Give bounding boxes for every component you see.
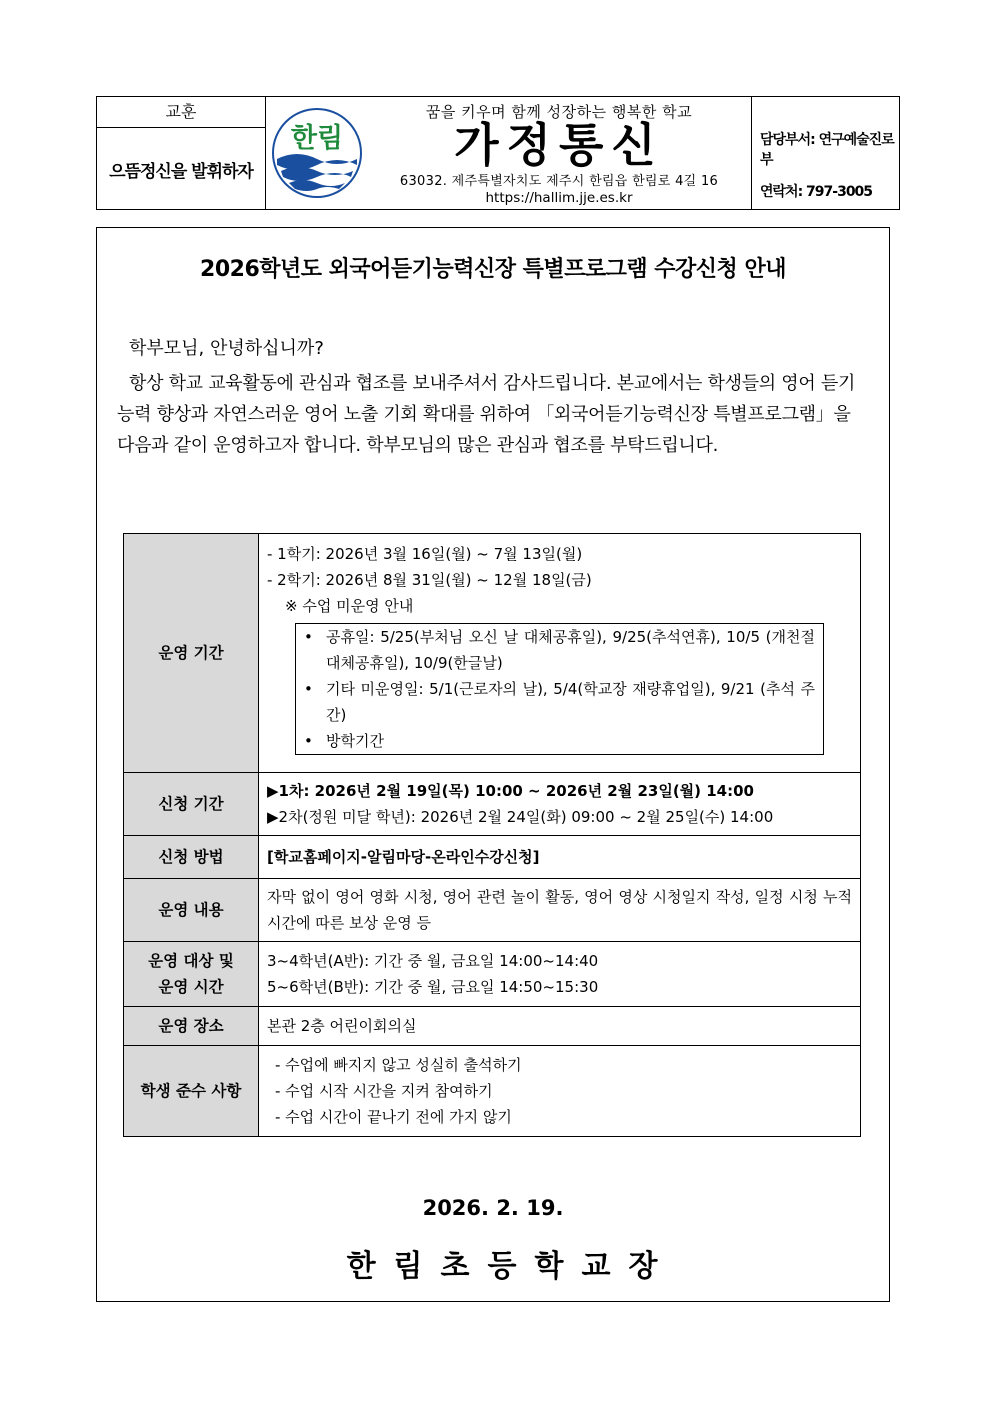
first-round-period: ▶1차: 2026년 2월 19일(목) 10:00 ~ 2026년 2월 23일(월) 14:00 bbox=[267, 782, 754, 800]
school-motto-box bbox=[97, 97, 266, 209]
school-slogan: 꿈을 키우며 함께 성장하는 행복한 학교 bbox=[425, 103, 693, 121]
table-row bbox=[124, 773, 861, 836]
content-value: 자막 없이 영어 영화 시청, 영어 관련 놀이 활동, 영어 영상 시청일지 작성, 일정 시청 누적 시간에 따른 보상 운영 등 bbox=[259, 879, 861, 942]
period-label: 운영 기간 bbox=[124, 534, 259, 773]
target-label-line1: 운영 대상 및 bbox=[148, 952, 234, 970]
contact-phone: 연락처: 797-3005 bbox=[760, 184, 873, 200]
class-b-schedule: 5~6학년(B반): 기간 중 월, 금요일 14:50~15:30 bbox=[267, 978, 599, 996]
notice-body bbox=[96, 227, 890, 1302]
class-a-schedule: 3~4학년(A반): 기간 중 월, 금요일 14:00~14:40 bbox=[267, 952, 599, 970]
principal-signature: 한림초등학교장 bbox=[346, 1249, 676, 1284]
table-row bbox=[124, 1007, 861, 1046]
apply-period-value bbox=[259, 773, 861, 836]
school-address: 63032. 제주특별자치도 제주시 한림읍 한림로 4길 16 bbox=[399, 174, 719, 189]
table-row bbox=[124, 534, 861, 773]
no-class-days-box bbox=[295, 623, 824, 755]
rules-label: 학생 준수 사항 bbox=[124, 1046, 259, 1137]
rule-item: - 수업 시작 시간을 지켜 참여하기 bbox=[275, 1082, 493, 1100]
intro-paragraph: 항상 학교 교육활동에 관심과 협조를 보내주셔서 감사드립니다. 본교에서는 학생들의 영어 듣기 능력 향상과 자연스러운 영어 노출 기회 확대를 위하여 「외국어듣기능력신장 특별프로그램」을 다음과 같이 운영하고자 합니다. 학부모님의 많은 관심과 협조를 부탁드립니다. bbox=[117, 373, 856, 456]
apply-method-label: 신청 방법 bbox=[124, 836, 259, 879]
list-item: • 방학기간 bbox=[326, 728, 815, 754]
program-info-table bbox=[123, 533, 861, 1137]
contact-box bbox=[751, 97, 899, 209]
school-logo bbox=[269, 103, 365, 203]
content-label: 운영 내용 bbox=[124, 879, 259, 942]
table-row bbox=[124, 836, 861, 879]
semester2-period: - 2학기: 2026년 8월 31일(월) ~ 12월 18일(금) bbox=[267, 571, 592, 589]
list-item: • 기타 미운영일: 5/1(근로자의 날), 5/4(학교장 재량휴업일), 9/21 (추석 주간) bbox=[326, 676, 815, 728]
letterhead bbox=[96, 96, 900, 210]
rule-item: - 수업에 빠지지 않고 성실히 출석하기 bbox=[275, 1056, 522, 1074]
greeting: 학부모님, 안녕하십니까? bbox=[129, 338, 324, 359]
school-url[interactable]: https://hallim.jje.es.kr bbox=[485, 190, 633, 206]
apply-period-label: 신청 기간 bbox=[124, 773, 259, 836]
rules-value bbox=[259, 1046, 861, 1137]
rule-item: - 수업 시간이 끝나기 전에 가지 않기 bbox=[275, 1108, 512, 1126]
logo-text: 한림 bbox=[290, 123, 344, 154]
target-label-line2: 운영 시간 bbox=[158, 978, 224, 996]
motto-label: 교훈 bbox=[97, 97, 265, 128]
place-label: 운영 장소 bbox=[124, 1007, 259, 1046]
place-value: 본관 2층 어린이회의실 bbox=[259, 1007, 861, 1046]
target-value bbox=[259, 942, 861, 1007]
motto-text: 으뜸정신을 발휘하자 bbox=[109, 161, 253, 182]
table-row bbox=[124, 879, 861, 942]
notice-title: 2026학년도 외국어듣기능력신장 특별프로그램 수강신청 안내 bbox=[200, 257, 786, 282]
second-round-period: ▶2차(정원 미달 학년): 2026년 2월 24일(화) 09:00 ~ 2월 25일(수) 14:00 bbox=[267, 808, 774, 826]
apply-method-value: [학교홈페이지-알림마당-온라인수강신청] bbox=[259, 836, 861, 879]
notice-date: 2026. 2. 19. bbox=[422, 1196, 564, 1220]
period-value bbox=[259, 534, 861, 773]
target-label bbox=[124, 942, 259, 1007]
table-row bbox=[124, 1046, 861, 1137]
letter-title: 가정통신 bbox=[454, 118, 664, 172]
letter-title-block bbox=[367, 97, 751, 209]
department: 담당부서: 연구예술진로부 bbox=[760, 132, 894, 168]
semester1-period: - 1학기: 2026년 3월 16일(월) ~ 7월 13일(월) bbox=[267, 545, 583, 563]
list-item: • 공휴일: 5/25(부처님 오신 날 대체공휴일), 9/25(추석연휴), 10/5 (개천절 대체공휴일), 10/9(한글날) bbox=[326, 624, 815, 676]
table-row bbox=[124, 942, 861, 1007]
no-class-note: ※ 수업 미운영 안내 bbox=[285, 597, 414, 615]
